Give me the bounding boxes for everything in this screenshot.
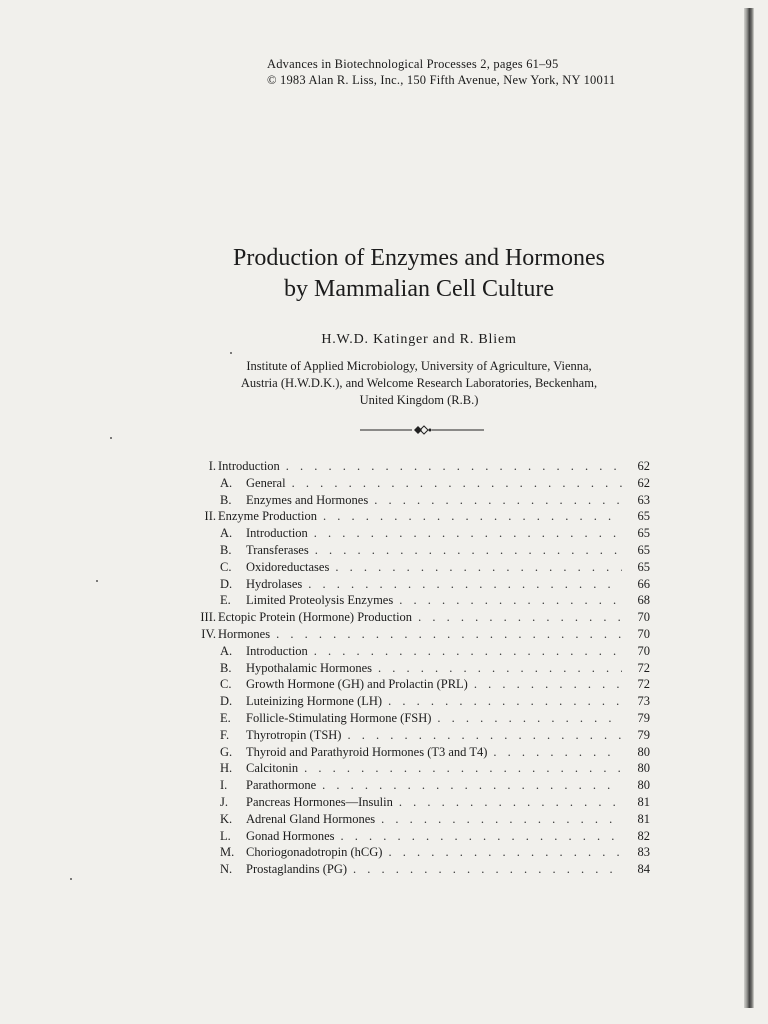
affiliation-line-3: United Kingdom (R.B.) xyxy=(359,393,479,407)
toc-entry-label: Growth Hormone (GH) and Prolactin (PRL) xyxy=(246,677,468,692)
toc-entry xyxy=(190,492,650,509)
toc-subsection-letter: H. xyxy=(220,761,233,776)
toc-leader-dots xyxy=(493,744,622,761)
toc-entry xyxy=(190,744,650,761)
toc-leader-dots xyxy=(474,676,622,693)
toc-entry-label: Hydrolases xyxy=(246,576,303,591)
toc-entry xyxy=(190,676,650,693)
toc-entry xyxy=(190,559,650,576)
toc-entry xyxy=(190,710,650,727)
toc-leader-dots xyxy=(315,542,622,559)
toc-entry-label: General xyxy=(246,475,286,490)
toc-entry-label: Enzymes and Hormones xyxy=(246,492,369,507)
toc-entry-label: Transferases xyxy=(246,542,309,557)
toc-entry-label: Pancreas Hormones—Insulin xyxy=(246,794,393,809)
toc-entry-label: Oxidoreductases xyxy=(246,559,330,574)
toc-page-number: 81 xyxy=(637,794,650,809)
toc-page-number: 70 xyxy=(637,610,650,625)
toc-entry xyxy=(190,693,650,710)
authors-block xyxy=(0,332,768,348)
scan-speck xyxy=(110,437,112,439)
toc-subsection-letter: E. xyxy=(220,710,231,725)
toc-entry-label: Introduction xyxy=(246,526,308,541)
toc-leader-dots xyxy=(399,794,622,811)
toc-leader-dots xyxy=(347,727,622,744)
toc-entry xyxy=(190,643,650,660)
toc-section-number: III. xyxy=(200,610,216,625)
toc-entry-label: Hypothalamic Hormones xyxy=(246,660,373,675)
toc-subsection-letter: D. xyxy=(220,694,233,709)
toc-leader-dots xyxy=(322,777,622,794)
toc-section-number: I. xyxy=(208,459,216,473)
toc-leader-dots xyxy=(323,508,622,525)
toc-page-number: 65 xyxy=(637,559,650,574)
toc-entry-label: Follicle-Stimulating Hormone (FSH) xyxy=(246,710,432,725)
toc-page-number: 65 xyxy=(637,542,650,557)
header-copyright-line: © 1983 Alan R. Liss, Inc., 150 Fifth Avenue, New York, NY 10011 xyxy=(267,73,616,87)
toc-leader-dots xyxy=(292,475,622,492)
toc-subsection-letter: C. xyxy=(220,559,232,574)
toc-entry xyxy=(190,844,650,861)
toc-page-number: 84 xyxy=(637,862,650,877)
toc-entry xyxy=(190,542,650,559)
toc-page-number: 70 xyxy=(637,643,650,658)
toc-subsection-letter: C. xyxy=(220,677,232,692)
toc-page-number: 80 xyxy=(637,761,650,776)
toc-entry-label: Parathormone xyxy=(246,778,317,793)
toc-entry-label: Thyroid and Parathyroid Hormones (T3 and T4) xyxy=(246,744,488,759)
table-of-contents xyxy=(190,458,650,878)
toc-subsection-letter: F. xyxy=(220,727,230,742)
toc-entry xyxy=(190,861,650,878)
toc-page-number: 79 xyxy=(637,727,650,742)
toc-leader-dots xyxy=(388,844,622,861)
toc-entry xyxy=(190,811,650,828)
toc-subsection-letter: B. xyxy=(220,660,232,675)
toc-entry xyxy=(190,777,650,794)
toc-leader-dots xyxy=(335,559,622,576)
toc-page-number: 65 xyxy=(637,509,650,524)
toc-entry xyxy=(190,660,650,677)
toc-leader-dots xyxy=(381,811,622,828)
toc-entry-label: Thyrotropin (TSH) xyxy=(246,727,342,742)
header-series-line: Advances in Biotechnological Processes 2, pages 61–95 xyxy=(267,57,559,71)
toc-entry xyxy=(190,794,650,811)
toc-entry-label: Gonad Hormones xyxy=(246,828,335,843)
toc-leader-dots xyxy=(374,492,622,509)
toc-page-number: 80 xyxy=(637,744,650,759)
toc-leader-dots xyxy=(418,609,622,626)
toc-page-number: 73 xyxy=(637,694,650,709)
title-line-1: Production of Enzymes and Hormones xyxy=(233,245,605,271)
title-line-2: by Mammalian Cell Culture xyxy=(284,276,554,302)
affiliation-line-1: Institute of Applied Microbiology, University of Agriculture, Vienna, xyxy=(246,359,592,373)
toc-leader-dots xyxy=(388,693,622,710)
toc-entry-label: Introduction xyxy=(246,643,308,658)
toc-entry xyxy=(190,828,650,845)
toc-page-number: 81 xyxy=(637,811,650,826)
toc-entry-label: Adrenal Gland Hormones xyxy=(246,811,376,826)
toc-page-number: 82 xyxy=(637,828,650,843)
toc-page-number: 72 xyxy=(637,660,650,675)
toc-section-number: IV. xyxy=(201,626,216,641)
toc-subsection-letter: K. xyxy=(220,811,233,826)
toc-leader-dots xyxy=(276,626,622,643)
toc-subsection-letter: B. xyxy=(220,492,232,507)
toc-page-number: 62 xyxy=(637,459,650,473)
toc-leader-dots xyxy=(314,643,622,660)
article-title xyxy=(0,243,768,305)
toc-entry-label: Luteinizing Hormone (LH) xyxy=(246,694,383,709)
toc-leader-dots xyxy=(314,525,622,542)
toc-entry-label: Enzyme Production xyxy=(218,509,317,524)
toc-page-number: 79 xyxy=(637,710,650,725)
toc-entry xyxy=(190,727,650,744)
toc-section-number: II. xyxy=(204,509,216,524)
toc-page-number: 72 xyxy=(637,677,650,692)
toc-page-number: 66 xyxy=(637,576,650,591)
toc-leader-dots xyxy=(353,861,622,878)
toc-entry xyxy=(190,525,650,542)
toc-entry-label: Hormones xyxy=(218,626,271,641)
toc-leader-dots xyxy=(308,576,622,593)
toc-subsection-letter: A. xyxy=(220,643,233,658)
toc-leader-dots xyxy=(378,660,622,677)
scan-speck xyxy=(230,352,232,354)
toc-subsection-letter: N. xyxy=(220,862,233,877)
toc-entry xyxy=(190,508,650,525)
toc-entry xyxy=(190,475,650,492)
toc-entry xyxy=(190,458,650,475)
toc-page-number: 83 xyxy=(637,845,650,860)
toc-subsection-letter: B. xyxy=(220,542,232,557)
scan-speck xyxy=(96,580,98,582)
toc-subsection-letter: J. xyxy=(220,794,228,809)
toc-page-number: 63 xyxy=(637,492,650,507)
toc-entry xyxy=(190,592,650,609)
toc-entry-label: Introduction xyxy=(218,459,280,473)
affiliation-line-2: Austria (H.W.D.K.), and Welcome Research Laboratories, Beckenham, xyxy=(240,376,598,390)
toc-subsection-letter: A. xyxy=(220,526,233,541)
scan-speck xyxy=(70,878,72,880)
toc-subsection-letter: E. xyxy=(220,593,231,608)
toc-subsection-letter: L. xyxy=(220,828,231,843)
toc-entry-label: Ectopic Protein (Hormone) Production xyxy=(218,610,413,625)
toc-leader-dots xyxy=(286,458,622,475)
author-names: H.W.D. Katinger and R. Bliem xyxy=(321,332,517,347)
ornament-divider-icon xyxy=(360,424,484,436)
toc-leader-dots xyxy=(437,710,622,727)
toc-subsection-letter: I. xyxy=(220,778,228,793)
toc-entry xyxy=(190,760,650,777)
toc-page-number: 80 xyxy=(637,778,650,793)
toc-leader-dots xyxy=(304,760,622,777)
book-spine-shadow xyxy=(744,8,754,1008)
toc-entry xyxy=(190,576,650,593)
toc-entry xyxy=(190,609,650,626)
toc-page-number: 65 xyxy=(637,526,650,541)
toc-subsection-letter: A. xyxy=(220,475,233,490)
toc-page-number: 62 xyxy=(637,475,650,490)
toc-page-number: 68 xyxy=(637,593,650,608)
toc-entry-label: Choriogonadotropin (hCG) xyxy=(246,845,383,860)
toc-entry-label: Calcitonin xyxy=(246,761,299,776)
toc-entry-label: Limited Proteolysis Enzymes xyxy=(246,593,394,608)
publication-header xyxy=(267,56,615,88)
toc-leader-dots xyxy=(399,592,622,609)
toc-entry-label: Prostaglandins (PG) xyxy=(246,862,348,877)
toc-subsection-letter: D. xyxy=(220,576,233,591)
toc-leader-dots xyxy=(341,828,622,845)
affiliation-block xyxy=(0,358,768,409)
toc-page-number: 70 xyxy=(637,626,650,641)
toc-entry xyxy=(190,626,650,643)
toc-subsection-letter: M. xyxy=(220,845,235,860)
toc-subsection-letter: G. xyxy=(220,744,233,759)
